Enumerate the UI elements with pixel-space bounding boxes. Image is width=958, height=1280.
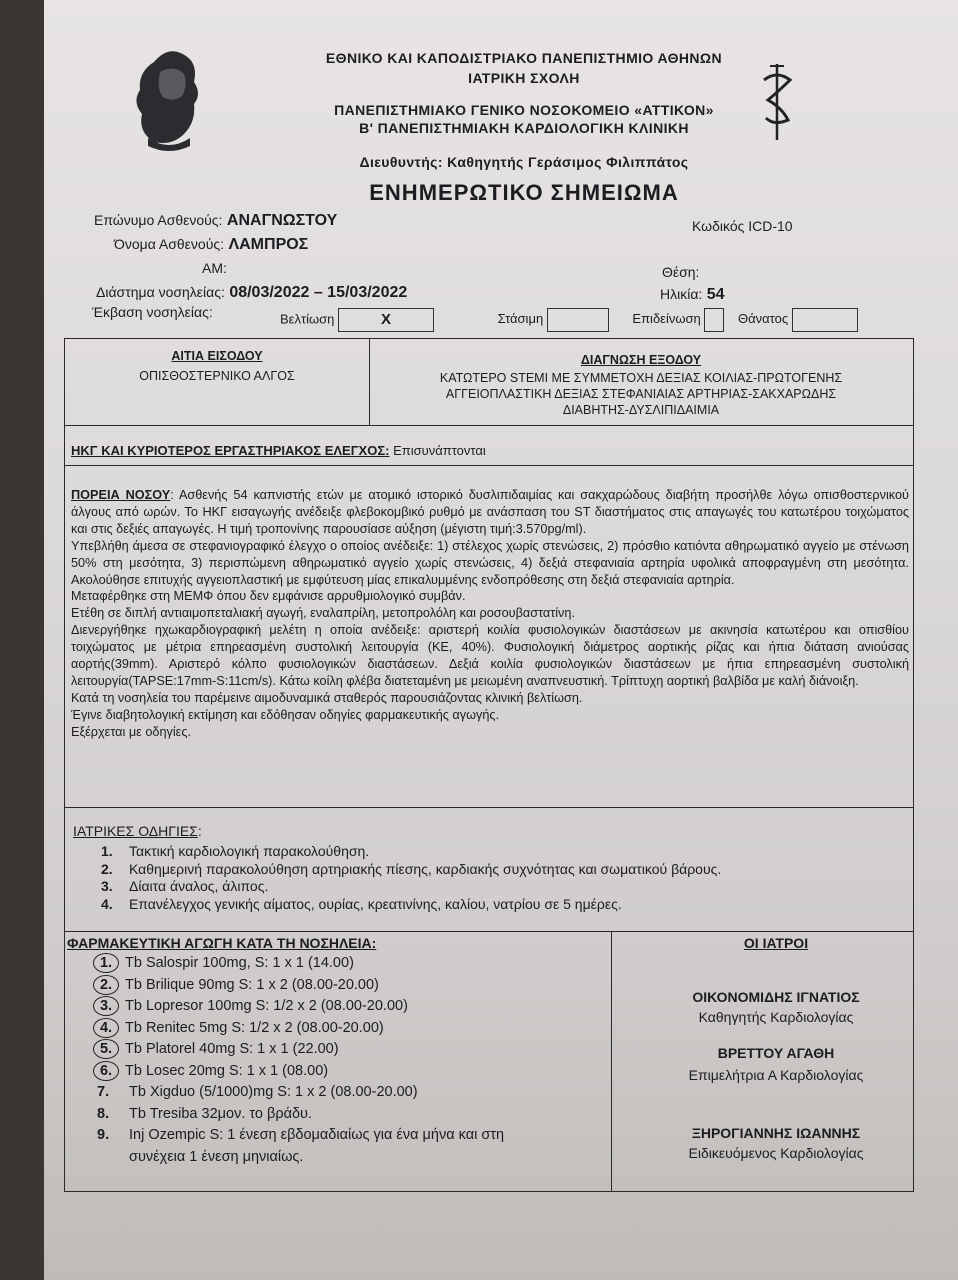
ecg-label: ΗΚΓ ΚΑΙ ΚΥΡΙΟΤΕΡΟΣ ΕΡΓΑΣΤΗΡΙΑΚΟΣ ΕΛΕΓΧΟΣ:: [71, 443, 390, 458]
diagnosis-line-2: ΑΓΓΕΙΟΠΛΑΣΤΙΚΗ ΔΕΞΙΑΣ ΣΤΕΦΑΝΙΑΙΑΣ ΑΡΤΗΡΙΑΣ-ΣΑΚΧΑΡΩΔΗΣ: [445, 387, 837, 401]
clinic-name: Β' ΠΑΝΕΠΙΣΤΗΜΙΑΚΗ ΚΑΡΔΙΟΛΟΓΙΚΗ ΚΛΙΝΙΚΗ: [359, 120, 689, 136]
disease-course: [71, 487, 909, 741]
doctor-1-title: Καθηγητής Καρδιολογίας: [698, 1009, 854, 1025]
medication-item: 5. Tb Platorel 40mg S: 1 x 1 (22.00): [93, 1039, 504, 1061]
school-name: ΙΑΤΡΙΚΗ ΣΧΟΛΗ: [468, 70, 580, 86]
name-value: ΛΑΜΠΡΟΣ: [228, 236, 309, 253]
instruction-item: 1. Τακτική καρδιολογική παρακολούθηση.: [101, 843, 370, 859]
hospital-name: ΠΑΝΕΠΙΣΤΗΜΙΑΚΟ ΓΕΝΙΚΟ ΝΟΣΟΚΟΜΕΙΟ «ΑΤΤΙΚΟΝ»: [334, 102, 714, 118]
medication-item: 9. Inj Ozempic S: 1 ένεση εβδομαδιαίως για ένα μήνα και στη: [97, 1127, 505, 1143]
stable-checkbox[interactable]: [547, 308, 609, 332]
athena-logo-icon: [124, 42, 214, 154]
doctor-3-title: Ειδικευόμενος Καρδιολογίας: [688, 1145, 864, 1161]
age-label: Ηλικία:: [660, 286, 703, 302]
period-label: Διάστημα νοσηλείας:: [96, 284, 225, 300]
medication-label: ΦΑΡΜΑΚΕΥΤΙΚΗ ΑΓΩΓΗ ΚΑΤΑ ΤΗ ΝΟΣΗΛΕΙΑ:: [67, 935, 377, 951]
course-paragraph-5: Διενεργήθηκε ηχωκαρδιογραφική μελέτη η οποία ανέδειξε: αριστερή κοιλία φυσιολογικών διαστάσεων με ακινησία κατωτέρου και οπισθίου τοιχώματος με μέτρια επηρεασμένη συστολική λειτουργία (ΚΕ, 40%). Φυσιολογική διάμετρος αορτικής ρίζας και ήπια διάταση ανιούσας αορτής(39mm). Αριστερό κόλπο φυσιολογικών διαστάσεων. Δεξιά κοιλία φυσιολογικών διαστάσεων με ήπια επηρεασμένη συστολική λειτουργία(TAPSE:17mm-S:11cm/s). Κάτω κοίλη φλέβα διατεταμένη με μειωμένη αναπνευστική. Τρίπτυχη αορτική βαλβίδα με καλή διάνοιξη.: [71, 623, 909, 688]
doctor-1-name: ΟΙΚΟΝΟΜΙΔΗΣ ΙΓΝΑΤΙΟΣ: [692, 989, 860, 1005]
age-row: [660, 286, 725, 304]
medication-item: 4. Tb Renitec 5mg S: 1/2 x 2 (08.00-20.00): [93, 1018, 504, 1040]
death-label: Θάνατος: [738, 311, 789, 327]
course-paragraph-4: Ετέθη σε διπλή αντιαιμοπεταλιακή αγωγή, εναλαπρίλη, μετοπρολόλη και ροσουβαστατίνη.: [71, 606, 575, 621]
medication-item-continuation: συνέχεια 1 ένεση μηνιαίως.: [129, 1148, 304, 1165]
death-checkbox[interactable]: [792, 308, 858, 332]
university-name: ΕΘΝΙΚΟ ΚΑΙ ΚΑΠΟΔΙΣΤΡΙΑΚΟ ΠΑΝΕΠΙΣΤΗΜΙΟ ΑΘΗΝΩΝ: [325, 50, 723, 66]
cause-header: ΑΙΤΙΑ ΕΙΣΟΔΟΥ: [171, 349, 263, 363]
doctor-2-name: ΒΡΕΤΤΟΥ ΑΓΑΘΗ: [717, 1045, 835, 1061]
diagnosis-header: ΔΙΑΓΝΩΣΗ ΕΞΟΔΟΥ: [580, 353, 702, 367]
improvement-label: Βελτίωση: [280, 311, 335, 327]
surname-value: ΑΝΑΓΝΩΣΤΟΥ: [226, 212, 338, 229]
instructions-label: ΙΑΤΡΙΚΕΣ ΟΔΗΓΙΕΣ:: [73, 823, 202, 839]
course-paragraph-7: Έγινε διαβητολογική εκτίμηση και εδόθησαν οδηγίες φαρμακευτικής αγωγής.: [71, 707, 500, 722]
medication-item: 6. Tb Losec 20mg S: 1 x 1 (08.00): [93, 1061, 504, 1083]
position-label: Θέση:: [662, 264, 700, 280]
medication-item: 8. Tb Tresiba 32μον. το βράδυ.: [97, 1105, 312, 1122]
name-row: [114, 236, 308, 254]
period-row: [96, 284, 407, 302]
report-table: [64, 338, 914, 1192]
director-line: Διευθυντής: Καθηγητής Γεράσιμος Φιλιππάτος: [359, 154, 689, 170]
surname-row: [94, 212, 337, 230]
doctor-2-title: Επιμελήτρια Α Καρδιολογίας: [688, 1067, 864, 1083]
instruction-item: 3. Δίαιτα άναλος, άλιπος.: [101, 878, 269, 894]
diagnosis-line-3: ΔΙΑΒΗΤΗΣ-ΔΥΣΛΙΠΙΔΑΙΜΙΑ: [562, 403, 720, 417]
doctor-3-name: ΞΗΡΟΓΙΑΝΝΗΣ ΙΩΑΝΝΗΣ: [691, 1125, 861, 1141]
icd-label: Κωδικός ICD-10: [692, 218, 793, 234]
medication-item: 7. Tb Xigduo (5/1000)mg S: 1 x 2 (08.00-20.00): [97, 1084, 418, 1100]
instruction-item: 2. Καθημερινή παρακολούθηση αρτηριακής πίεσης, καρδιακής συχνότητας και σωματικού βάρους.: [101, 860, 722, 877]
course-label: ΠΟΡΕΙΑ ΝΟΣΟΥ: [71, 488, 171, 502]
course-paragraph-3: Μεταφέρθηκε στη ΜΕΜΦ όπου δεν εμφάνισε αρρυθμιολογικό συμβάν.: [71, 589, 466, 604]
medication-item: 1. Tb Salospir 100mg, S: 1 x 1 (14.00): [93, 953, 504, 975]
age-value: 54: [706, 286, 725, 303]
document-page: [44, 0, 958, 1280]
course-paragraph-6: Κατά τη νοσηλεία του παρέμεινε αιμοδυναμικά σταθερός παρουσιάζοντας κλινική βελτίωση.: [71, 690, 583, 705]
stable-label: Στάσιμη: [497, 311, 544, 327]
medication-item: 3. Tb Lopresor 100mg S: 1/2 x 2 (08.00-20.00): [93, 996, 504, 1018]
surname-label: Επώνυμο Ασθενούς:: [94, 212, 223, 228]
outcome-row: [280, 308, 858, 332]
cause-value: ΟΠΙΣΘΟΣΤΕΡΝΙΚΟ ΑΛΓΟΣ: [139, 369, 295, 383]
period-value: 08/03/2022 – 15/03/2022: [229, 284, 408, 301]
improvement-checkbox[interactable]: X: [338, 308, 434, 332]
document-title: ΕΝΗΜΕΡΩΤΙΚΟ ΣΗΜΕΙΩΜΑ: [369, 180, 679, 205]
ecg-value: Επισυνάπτονται: [393, 443, 486, 458]
worsening-label: Επιδείνωση: [632, 311, 701, 327]
course-intro: ΠΟΡΕΙΑ ΝΟΣΟΥ: Ασθενής 54 καπνιστής ετών με ατομικό ιστορικό δυσλιπιδαιμίας και σακχαρώδους διαβήτη προσήλθε λόγω οπισθοστερνικού άλγους από ωρών. Το ΗΚΓ εισαγωγής ανέδειξε φλεβοκομβικό ρυθμό με ανάσπαση του ST διαστήματος στις απαγωγές του κατωτέρου τοιχώματος και στις δεξιές απαγωγές. Η τιμή τροπονίνης παρουσίασε αύξηση (μέγιστη τιμή:3.570pg/ml).: [71, 488, 909, 536]
doctors-label: ΟΙ ΙΑΤΡΟΙ: [743, 935, 809, 951]
course-paragraph-8: Εξέρχεται με οδηγίες.: [71, 724, 191, 739]
course-paragraph-2: Υπεβλήθη άμεσα σε στεφανιογραφικό έλεγχο ο οποίος ανέδειξε: 1) στέλεχος χωρίς στενώσεις, 2) πρόσθιο κατιόντα αθηρωματικό αγγείο με στένωση 50% στη μεσότητα, 3) περισπώμενη αθηρωματικό αγγείο χωρίς στενώσεις, 4) δεξιά στεφανιαία αρτηρία υφολικά αποφραγμένη στη μεσότητα. Ακολούθησε επιτυχής αγγειοπλαστική με εμφύτευση μίας επικαλυμμένης ενδοπρόθεσης στη δεξιά στεφανιαία αρτηρία.: [71, 538, 909, 587]
ecg-row: [71, 443, 486, 458]
outcome-label: Έκβαση νοσηλείας:: [92, 304, 213, 320]
name-label: Όνομα Ασθενούς:: [114, 236, 224, 252]
medication-item: 2. Tb Brilique 90mg S: 1 x 2 (08.00-20.00): [93, 975, 504, 997]
diagnosis-line-1: ΚΑΤΩΤΕΡΟ STEMI ΜΕ ΣΥΜΜΕΤΟΧΗ ΔΕΞΙΑΣ ΚΟΙΛΙΑΣ-ΠΡΩΤΟΓΕΝΗΣ: [439, 371, 843, 385]
medication-section: [67, 935, 504, 1168]
instruction-item: 4. Επανέλεγχος γενικής αίματος, ουρίας, κρεατινίνης, καλίου, νατρίου σε 5 ημέρες.: [101, 895, 622, 912]
worsening-checkbox[interactable]: [704, 308, 724, 332]
am-label: ΑΜ:: [202, 260, 227, 276]
instructions-section: [73, 823, 721, 913]
